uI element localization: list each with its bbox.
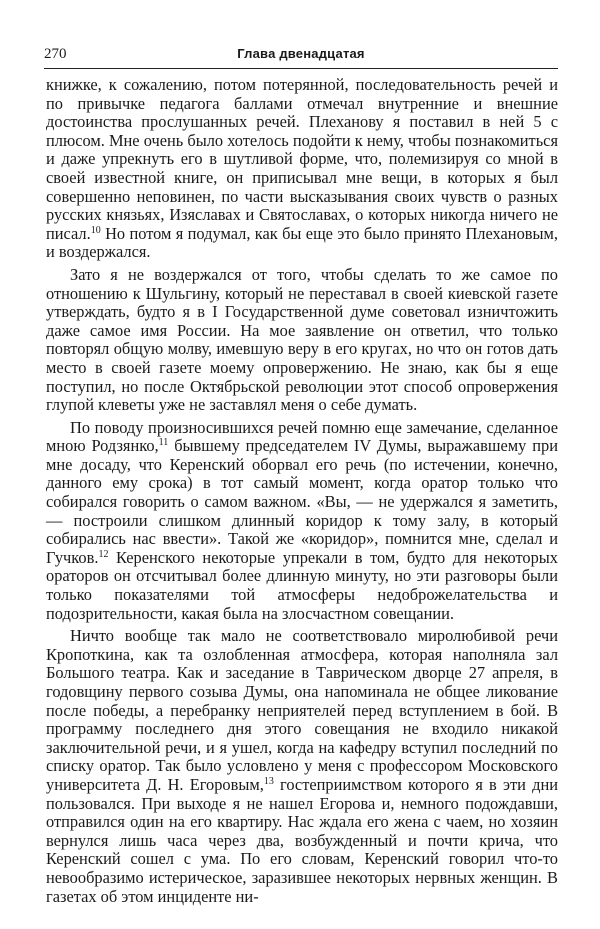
footnote-ref[interactable]: 10	[90, 224, 101, 236]
paragraph	[46, 266, 558, 415]
paragraph	[46, 627, 558, 906]
paragraph-text: книжке, к сожалению, потом потерянной, последовательность речей и по привычке педагога баллами отмечал внутренние и внешние достоинства прослушанных речей. Плеханову я поставил в ней 5 с плюсом. Мне очень было хотелось подойти к нему, чтобы познакомиться и даже упрекнуть его в шутливой форме, что, полемизируя со мной в своей известной книге, он приписывал мне вещи, в которых я был совершенно неповинен, по части высказывания своих чувств о разных русских князьях, Изяславах и Святославах, о которых никогда ничего не писал.	[46, 75, 558, 243]
paragraph-text: Но потом я подумал, как бы еще это было принято Плехановым, и воздержался.	[46, 223, 558, 262]
paragraph-text: Зато я не воздержался от того, чтобы сделать то же самое по отношению к Шульгину, который не переставал в своей киевской газете утверждать, будто я в I Государственной думе советовал изничтожить даже самое имя России. На мое заявление он ответил, что только повторял общую молву, имевшую веру в его кругах, но что он готов дать место в своей газете моему опровержению. Не знаю, как бы я еще поступил, но после Октябрьской революции этот способ опровержения глупой клеветы уже не заставлял меня о себе думать.	[46, 264, 558, 415]
paragraph-text: гостеприимством которого я в эти дни пользовался. При выходе я не нашел Егорова и, немного подождавши, отправился один на его квартиру. Нас ждала его жена с чаем, но хозяин вернулся лишь часа через два, возбужденный и почти крича, что Керенский сошел с ума. По его словам, Керенский говорил что-то невообразимо истерическое, заразившее некоторых нервных женщин. В газетах об этом инциденте ни-	[46, 774, 558, 906]
body-text	[46, 76, 558, 908]
paragraph-text: бывшему председателем IV Думы, выражавшему при мне досаду, что Керенский оборвал его речь (по истечении, конечно, данного ему срока) в тот самый момент, когда оратор только что собирался говорить о самом важном. «Вы, — не удержался я заметить, — построили слишком длинный коридор к тому залу, в который собирались нас ввести». Такой же «коридор», помнится мне, сделал и Гучков.	[46, 436, 558, 567]
footnote-ref[interactable]: 13	[263, 775, 274, 787]
footnote-ref[interactable]: 11	[158, 437, 169, 449]
paragraph-text: Керенского некоторые упрекали в том, будто для некоторых ораторов он отсчитывал более длинную минуту, но эти разговоры были только показателями той атмосферы недоброжелательства и подозрительности, какая была на злосчастном совещании.	[46, 547, 558, 623]
footnote-ref[interactable]: 12	[98, 548, 109, 560]
paragraph-text: Ничто вообще так мало не соответствовало миролюбивой речи Кропоткина, как та озлобленная атмосфера, которая наполняла зал Большого театра. Как и заседание в Таврическом дворце 27 апреля, в годовщину первого созыва Думы, она напоминала не общее ликование после победы, а перебранку неприятелей перед вступлением в бой. В программу последнего дня этого совещания не входило никакой заключительной речи, и я ушел, когда на кафедру вступил последний по списку оратор. Так было условлено у меня с профессором Московского университета Д. Н. Егоровым,	[46, 626, 558, 794]
paragraph-text: По поводу произносившихся речей помню еще замечание, сделанное мною Родзянко,	[46, 417, 558, 456]
page-header	[44, 44, 558, 69]
running-head: Глава двенадцатая	[237, 46, 365, 61]
page-number: 270	[44, 46, 67, 62]
paragraph	[46, 76, 558, 262]
paragraph	[46, 419, 558, 624]
